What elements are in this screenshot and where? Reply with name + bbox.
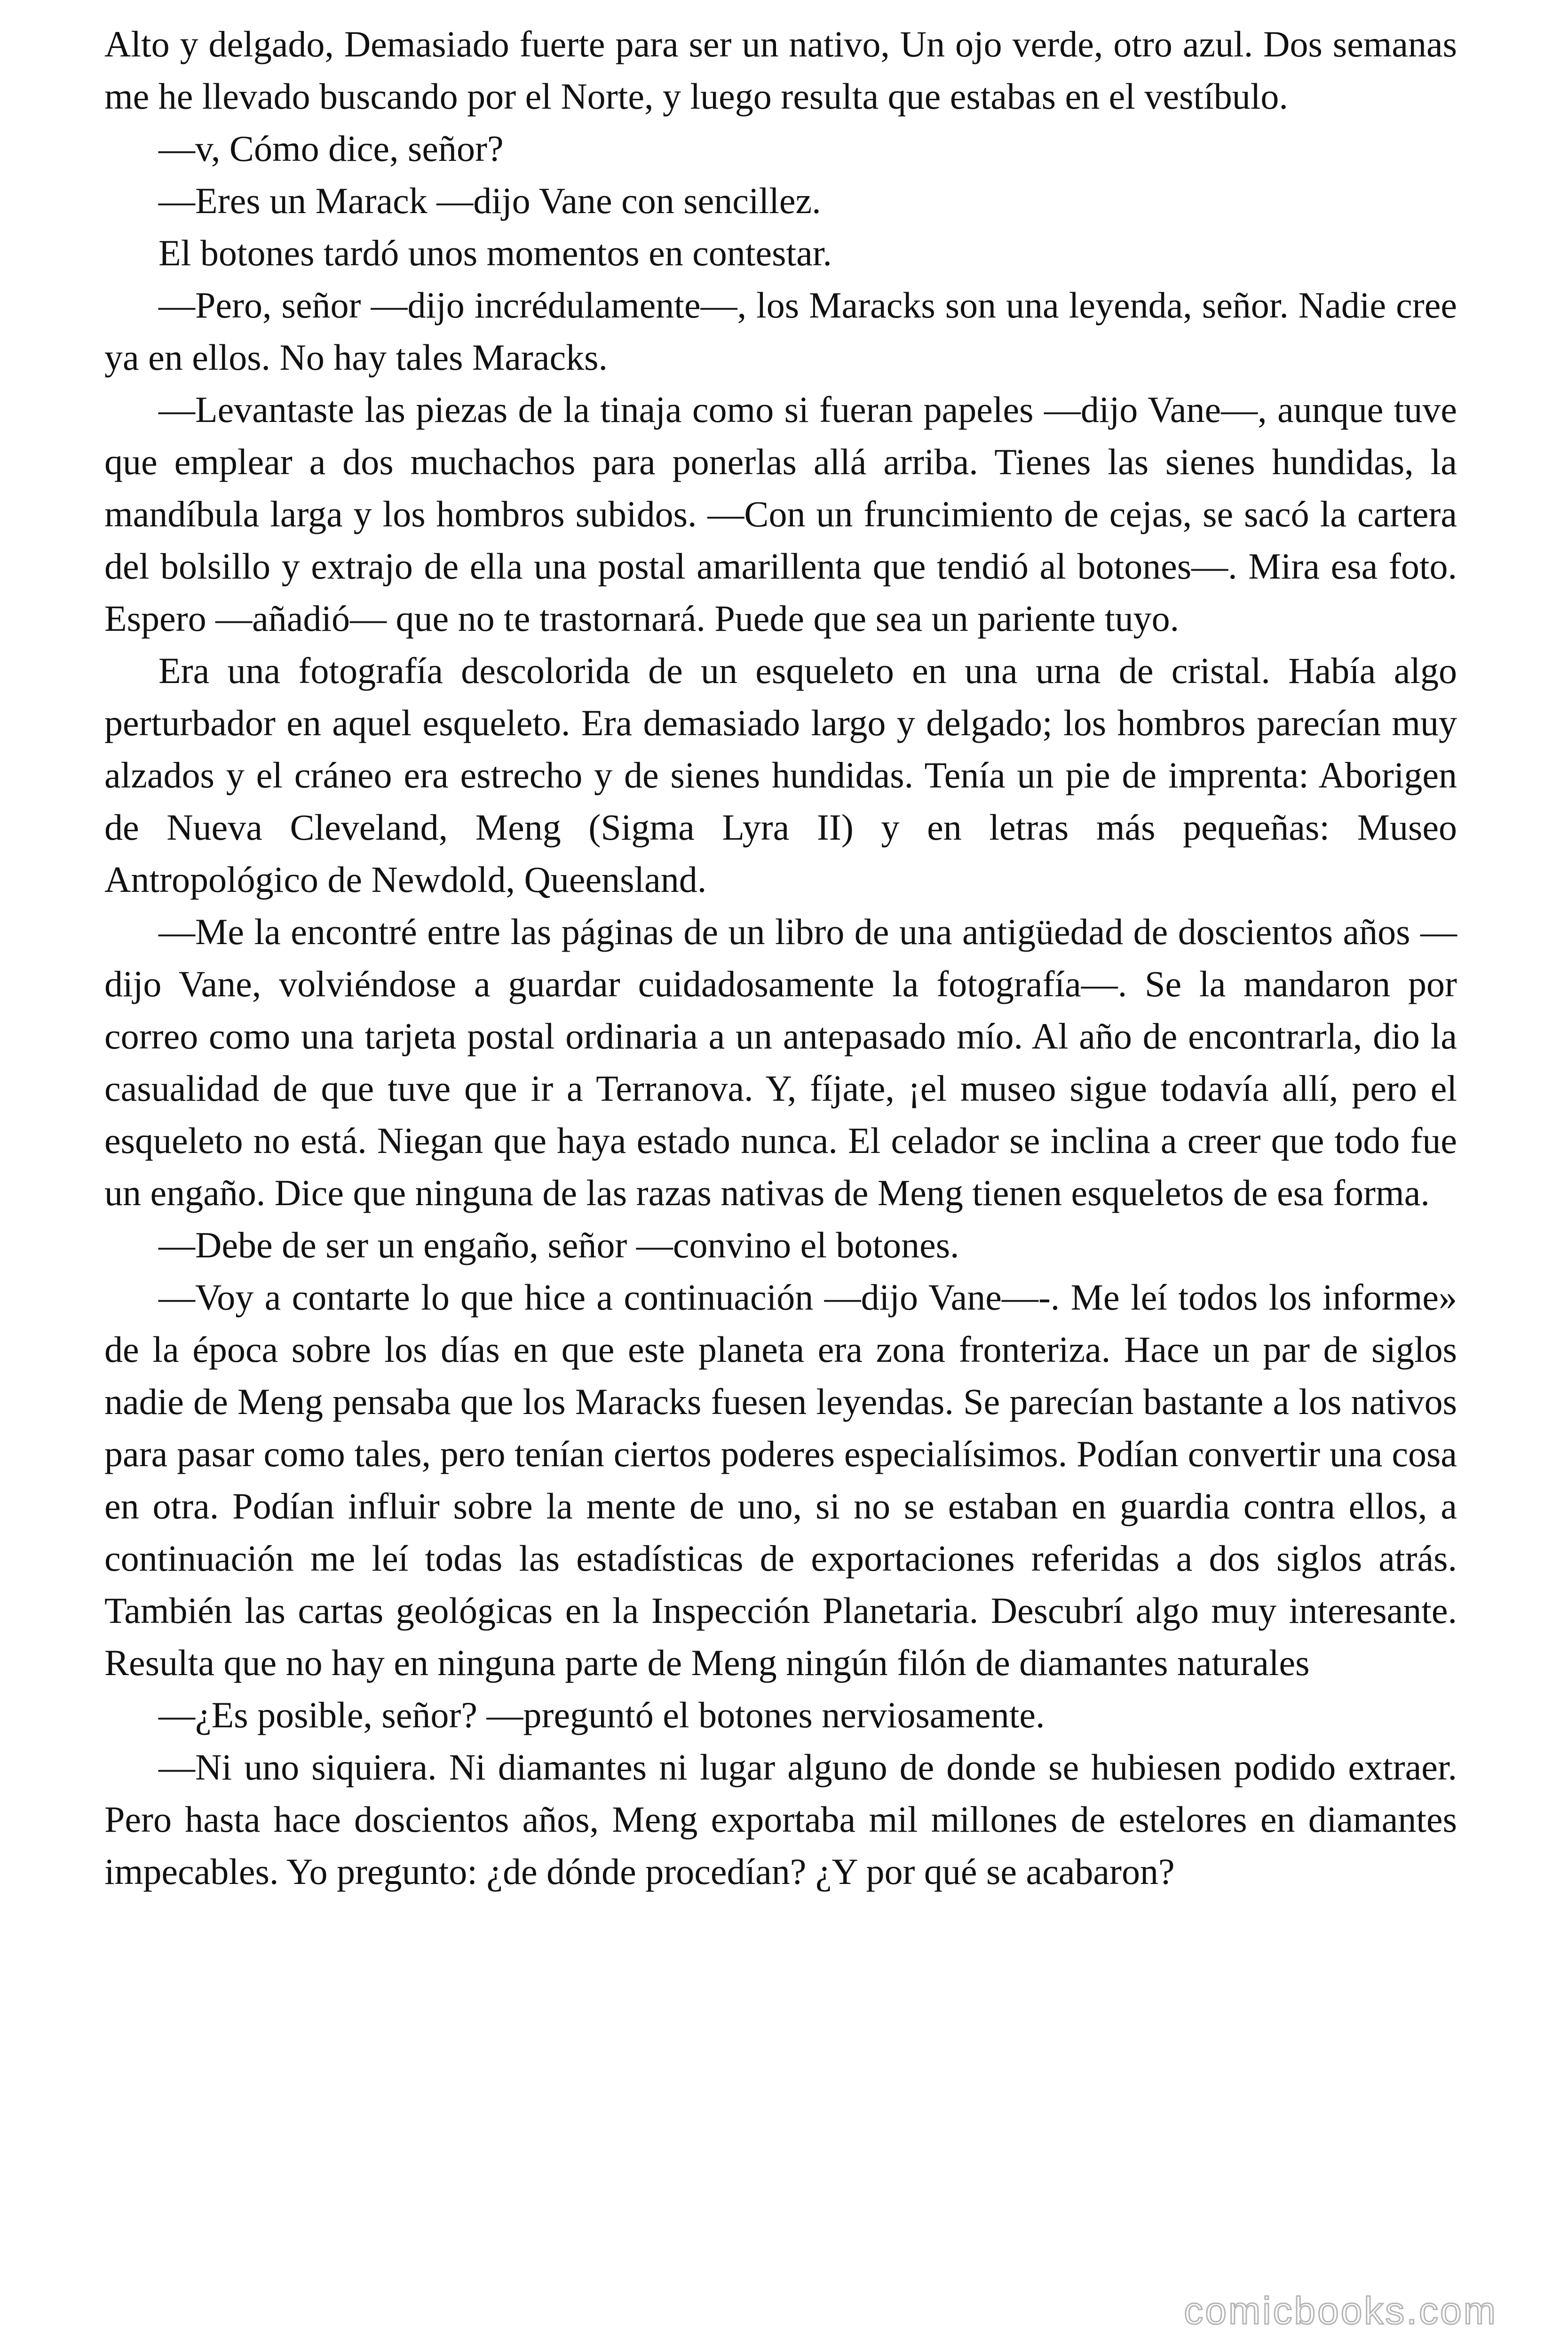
paragraph-5: —Pero, señor —dijo incrédulamente—, los Maracks son una leyenda, señor. Nadie cree ya en ellos. No hay tales Maracks. — [104, 285, 1457, 378]
watermark: comicbooks.com — [1184, 2289, 1497, 2332]
paragraph-9: —Debe de ser un engaño, señor —convino el botones. — [158, 1224, 959, 1265]
paragraph-6: —Levantaste las piezas de la tinaja como si fueran papeles —dijo Vane—, aunque tuve que emplear a dos muchachos para ponerlas allá arriba. Tienes las sienes hundidas, la mandíbula larga y los hombros subidos. —Con un fruncimiento de cejas, se sacó la cartera del bolsillo y extrajo de ella una postal amarillenta que tendió al botones—. Mira esa foto. Espero —añadió— que no te trastornará. Puede que sea un pariente tuyo. — [104, 389, 1457, 639]
page-body — [104, 18, 1457, 1898]
paragraph-7: Era una fotografía descolorida de un esqueleto en una urna de cristal. Había algo perturbador en aquel esqueleto. Era demasiado largo y delgado; los hombros parecían muy alzados y el cráneo era estrecho y de sienes hundidas. Tenía un pie de imprenta: Aborigen de Nueva Cleveland, Meng (Sigma Lyra II) y en letras más pequeñas: Museo Antropológico de Newdold, Queensland. — [104, 650, 1457, 900]
paragraph-4: El botones tardó unos momentos en contestar. — [158, 232, 832, 273]
paragraph-3: —Eres un Marack —dijo Vane con sencillez. — [158, 180, 821, 221]
paragraph-12: —Ni uno siquiera. Ni diamantes ni lugar alguno de donde se hubiesen podido extraer. Pero hasta hace doscientos años, Meng exportaba mil millones de estelores en diamantes impecables. Yo pregunto: ¿de dónde procedían? ¿Y por qué se acabaron? — [104, 1747, 1457, 1892]
paragraph-2: —v, Cómo dice, señor? — [158, 128, 504, 169]
paragraph-11: —¿Es posible, señor? —preguntó el botones nerviosamente. — [158, 1694, 1045, 1735]
paragraph-8: —Me la encontré entre las páginas de un libro de una antigüedad de doscientos años —dijo Vane, volviéndose a guardar cuidadosamente la fotografía—. Se la mandaron por correo como una tarjeta postal ordinaria a un antepasado mío. Al año de encontrarla, dio la casualidad de que tuve que ir a Terranova. Y, fíjate, ¡el museo sigue todavía allí, pero el esqueleto no está. Niegan que haya estado nunca. El celador se inclina a creer que todo fue un engaño. Dice que ninguna de las razas nativas de Meng tienen esqueletos de esa forma. — [104, 911, 1457, 1213]
paragraph-1: Alto y delgado, Demasiado fuerte para ser un nativo, Un ojo verde, otro azul. Dos semanas me he llevado buscando por el Norte, y luego resulta que estabas en el vestíbulo. — [104, 24, 1457, 117]
paragraph-10: —Voy a contarte lo que hice a continuación —dijo Vane—-. Me leí todos los informe» de la época sobre los días en que este planeta era zona fronteriza. Hace un par de siglos nadie de Meng pensaba que los Maracks fuesen leyendas. Se parecían bastante a los nativos para pasar como tales, pero tenían ciertos poderes especialísimos. Podían convertir una cosa en otra. Podían influir sobre la mente de uno, si no se estaban en guardia contra ellos, a continuación me leí todas las estadísticas de exportaciones referidas a dos siglos atrás. También las cartas geológicas en la Inspección Planetaria. Descubrí algo muy interesante. Resulta que no hay en ninguna parte de Meng ningún filón de diamantes naturales — [104, 1277, 1457, 1683]
